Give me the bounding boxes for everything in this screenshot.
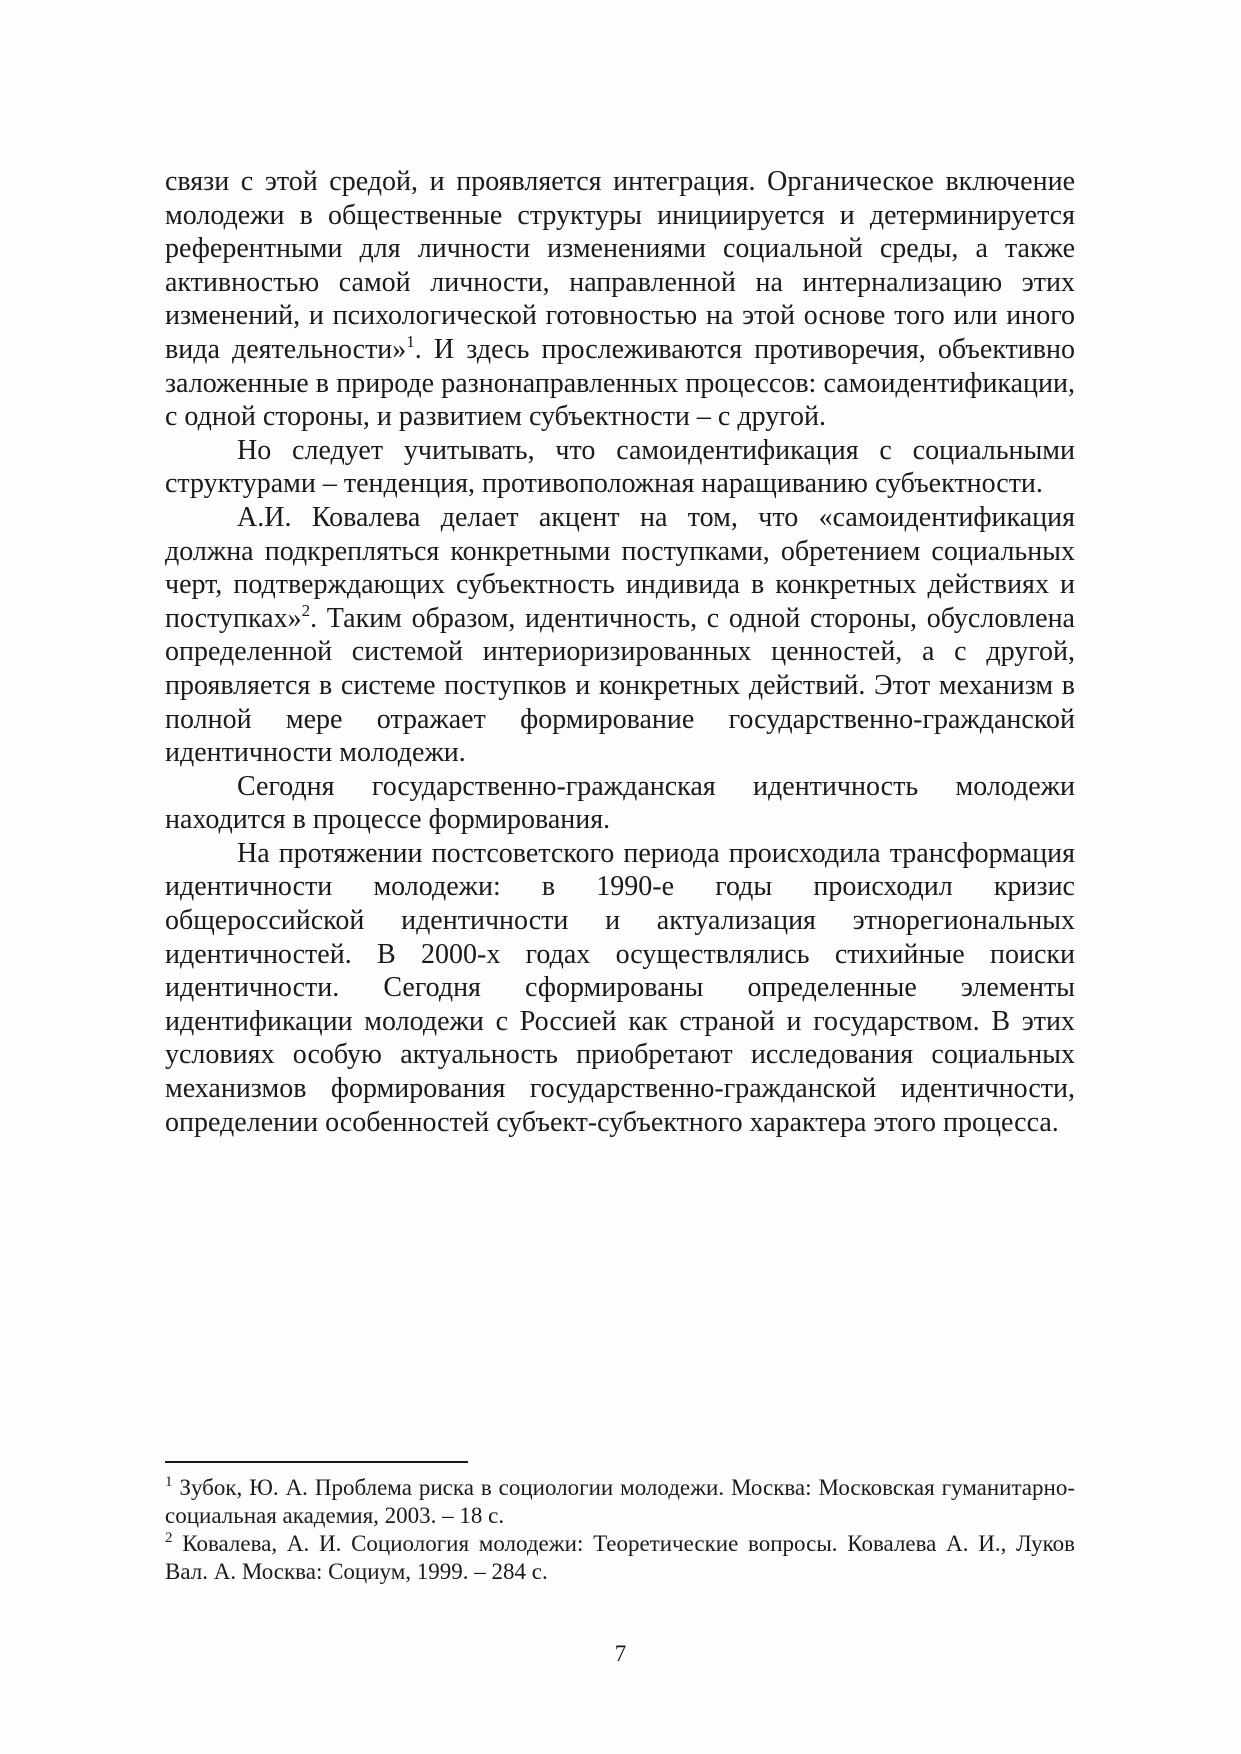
paragraph-1-text-after: . И здесь прослеживаются противоречия, объективно заложенные в природе разнонаправленных процессов: самоидентификации, с одной стороны, и развитием субъектности – с другой.: [165, 333, 1075, 433]
paragraph-1-text-before: связи с этой средой, и проявляется интеграция. Органическое включение молодежи в общественные структуры инициируется и детерминируется референтными для личности изменениями социальной среды, а также активностью самой личности, направленной на интернализацию этих изменений, и психологической готовностью на этой основе того или иного вида деятельности»: [165, 166, 1075, 365]
paragraph-4: Сегодня государственно-гражданская идентичность молодежи находится в процессе формирования.: [165, 770, 1075, 836]
main-text: [165, 165, 1075, 1139]
footnote-2: [165, 1530, 1075, 1586]
footnote-2-number: 2: [165, 1530, 173, 1546]
paragraph-3-text-before: А.И. Ковалева делает акцент на том, что «самоидентификация должна подкрепляться конкретными поступками, обретением социальных черт, подтверждающих субъектность индивида в конкретных действиях и поступках»: [165, 501, 1075, 634]
footnote-1-number: 1: [165, 1474, 173, 1490]
page-number: 7: [614, 1641, 627, 1666]
paragraph-5: На протяжении постсоветского периода происходила трансформация идентичности молодежи: в 1990-е годы происходил кризис общероссийской идентичности и актуализация этнорегиональных идентичностей. В 2000-х годах осуществлялись стихийные поиски идентичности. Сегодня сформированы определенные элементы идентификации молодежи с Россией как страной и государством. В этих условиях особую актуальность приобретают исследования социальных механизмов формирования государственно-гражданской идентичности, определении особенностей субъект-субъектного характера этого процесса.: [165, 837, 1075, 1138]
footnote-1-text: Зубок, Ю. А. Проблема риска в социологии молодежи. Москва: Московская гуманитарно-социальная академия, 2003. – 18 с.: [165, 1475, 1075, 1528]
footnotes: [165, 1474, 1075, 1586]
paragraph-2: Но следует учитывать, что самоидентификация с социальными структурами – тенденция, противоположная наращиванию субъектности.: [165, 434, 1075, 500]
footnote-ref-1: 1: [406, 331, 415, 351]
footnote-separator: [165, 1461, 468, 1463]
footnote-2-text: Ковалева, А. И. Социология молодежи: Теоретические вопросы. Ковалева А. И., Луков Вал. А. Москва: Социум, 1999. – 284 с.: [165, 1531, 1075, 1584]
footnote-ref-2: 2: [301, 600, 311, 620]
paragraph-1: [165, 165, 1075, 434]
paragraph-3: [165, 501, 1075, 770]
paragraph-3-text-after: . Таким образом, идентичность, с одной стороны, обусловлена определенной системой интериоризированных ценностей, а с другой, проявляется в системе поступков и конкретных действий. Этот механизм в полной мере отражает формирование государственно-гражданской идентичности молодежи.: [165, 602, 1075, 769]
footnote-1: [165, 1474, 1075, 1530]
